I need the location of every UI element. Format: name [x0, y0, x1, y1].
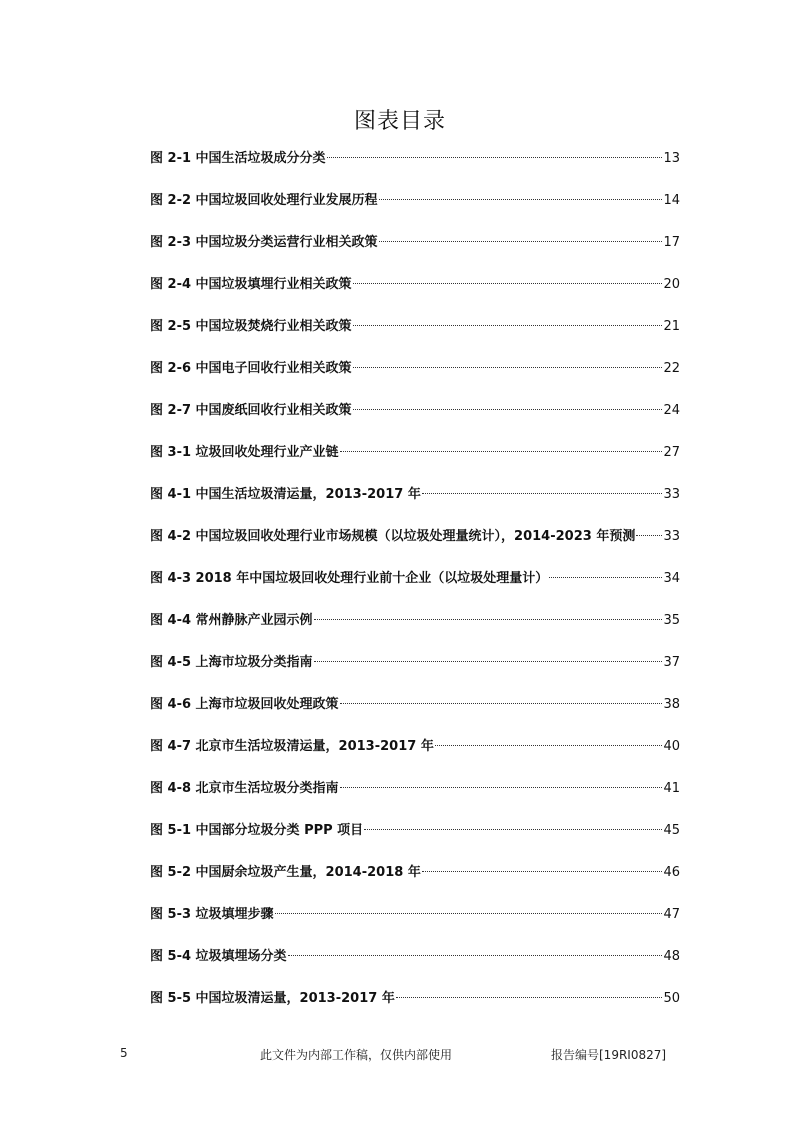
toc-entry-page-number: 33	[663, 487, 680, 502]
toc-entry-label: 图 4-7 北京市生活垃圾清运量，2013-2017 年	[150, 739, 434, 754]
page-title: 图表目录	[353, 109, 446, 134]
toc-entry[interactable]	[150, 444, 680, 486]
toc-entry-label: 图 4-3 2018 年中国垃圾回收处理行业前十企业（以垃圾处理量计）	[150, 571, 549, 586]
toc-entry-label: 图 5-4 垃圾填埋场分类	[150, 949, 287, 964]
toc-entry-page-number: 48	[663, 949, 680, 964]
toc-entry[interactable]	[150, 528, 680, 570]
toc-entry[interactable]	[150, 150, 680, 192]
toc-entry-label: 图 2-6 中国电子回收行业相关政策	[150, 361, 352, 376]
toc-dot-leader	[353, 325, 663, 326]
toc-entry-page-number: 20	[663, 277, 680, 292]
toc-entry[interactable]	[150, 570, 680, 612]
toc-entry-page-number: 14	[663, 193, 680, 208]
toc-entry[interactable]	[150, 486, 680, 528]
toc-entry-page-number: 24	[663, 403, 680, 418]
toc-dot-leader	[353, 367, 663, 368]
toc-entry[interactable]	[150, 234, 680, 276]
toc-entry-label: 图 4-5 上海市垃圾分类指南	[150, 655, 313, 670]
toc-entry[interactable]	[150, 402, 680, 444]
footer-page-number: 5	[120, 1046, 128, 1060]
toc-dot-leader	[422, 493, 663, 494]
toc-entry-label: 图 2-1 中国生活垃圾成分分类	[150, 151, 326, 166]
toc-entry-page-number: 21	[663, 319, 680, 334]
toc-entry-label: 图 2-3 中国垃圾分类运营行业相关政策	[150, 235, 378, 250]
toc-dot-leader	[549, 577, 662, 578]
toc-dot-leader	[340, 451, 663, 452]
toc-entry-label: 图 4-8 北京市生活垃圾分类指南	[150, 781, 339, 796]
toc-entry[interactable]	[150, 318, 680, 360]
toc-entry-page-number: 45	[663, 823, 680, 838]
toc-entry[interactable]	[150, 822, 680, 864]
toc-entry-label: 图 2-2 中国垃圾回收处理行业发展历程	[150, 193, 378, 208]
toc-entry-label: 图 4-1 中国生活垃圾清运量，2013-2017 年	[150, 487, 421, 502]
toc-dot-leader	[422, 871, 663, 872]
toc-entry-page-number: 38	[663, 697, 680, 712]
toc-dot-leader	[288, 955, 663, 956]
toc-entry-page-number: 40	[663, 739, 680, 754]
toc-entry[interactable]	[150, 612, 680, 654]
toc-entry-page-number: 27	[663, 445, 680, 460]
toc-entry-label: 图 3-1 垃圾回收处理行业产业链	[150, 445, 339, 460]
toc-dot-leader	[379, 199, 663, 200]
toc-entry-page-number: 46	[663, 865, 680, 880]
toc-entry[interactable]	[150, 906, 680, 948]
footer-report-id: 报告编号[19RI0827]	[551, 1048, 667, 1062]
toc-dot-leader	[314, 619, 663, 620]
toc-entry[interactable]	[150, 990, 680, 1032]
toc-entry[interactable]	[150, 738, 680, 780]
toc-entry-label: 图 5-5 中国垃圾清运量，2013-2017 年	[150, 991, 395, 1006]
toc-entry-page-number: 35	[663, 613, 680, 628]
toc-dot-leader	[379, 241, 663, 242]
toc-dot-leader	[353, 283, 663, 284]
toc-dot-leader	[364, 829, 662, 830]
toc-entry-label: 图 5-2 中国厨余垃圾产生量，2014-2018 年	[150, 865, 421, 880]
toc-dot-leader	[340, 787, 663, 788]
toc-entry-page-number: 13	[663, 151, 680, 166]
toc-entry-label: 图 4-2 中国垃圾回收处理行业市场规模（以垃圾处理量统计），2014-2023 年预测	[150, 529, 636, 544]
toc-entry[interactable]	[150, 276, 680, 318]
toc-entry-page-number: 41	[663, 781, 680, 796]
toc-entry[interactable]	[150, 360, 680, 402]
toc-dot-leader	[327, 157, 663, 158]
toc-entry-label: 图 5-3 垃圾填埋步骤	[150, 907, 274, 922]
toc-list	[150, 150, 680, 1032]
toc-entry-page-number: 37	[663, 655, 680, 670]
toc-entry-label: 图 4-6 上海市垃圾回收处理政策	[150, 697, 339, 712]
toc-entry[interactable]	[150, 864, 680, 906]
toc-entry-page-number: 33	[663, 529, 680, 544]
toc-entry-page-number: 47	[663, 907, 680, 922]
toc-dot-leader	[636, 535, 662, 536]
toc-dot-leader	[353, 409, 663, 410]
toc-dot-leader	[435, 745, 663, 746]
toc-entry[interactable]	[150, 780, 680, 822]
toc-entry[interactable]	[150, 948, 680, 990]
toc-entry[interactable]	[150, 654, 680, 696]
toc-entry-label: 图 4-4 常州静脉产业园示例	[150, 613, 313, 628]
toc-dot-leader	[314, 661, 663, 662]
toc-entry-label: 图 2-5 中国垃圾焚烧行业相关政策	[150, 319, 352, 334]
toc-entry-label: 图 2-7 中国废纸回收行业相关政策	[150, 403, 352, 418]
toc-entry-page-number: 50	[663, 991, 680, 1006]
toc-entry-label: 图 2-4 中国垃圾填埋行业相关政策	[150, 277, 352, 292]
toc-dot-leader	[275, 913, 663, 914]
footer-confidential-note: 此文件为内部工作稿，仅供内部使用	[260, 1048, 453, 1062]
toc-dot-leader	[340, 703, 663, 704]
toc-entry[interactable]	[150, 696, 680, 738]
toc-entry-page-number: 34	[663, 571, 680, 586]
toc-entry-page-number: 22	[663, 361, 680, 376]
toc-dot-leader	[396, 997, 663, 998]
toc-entry-label: 图 5-1 中国部分垃圾分类 PPP 项目	[150, 823, 364, 838]
toc-entry-page-number: 17	[663, 235, 680, 250]
toc-entry[interactable]	[150, 192, 680, 234]
